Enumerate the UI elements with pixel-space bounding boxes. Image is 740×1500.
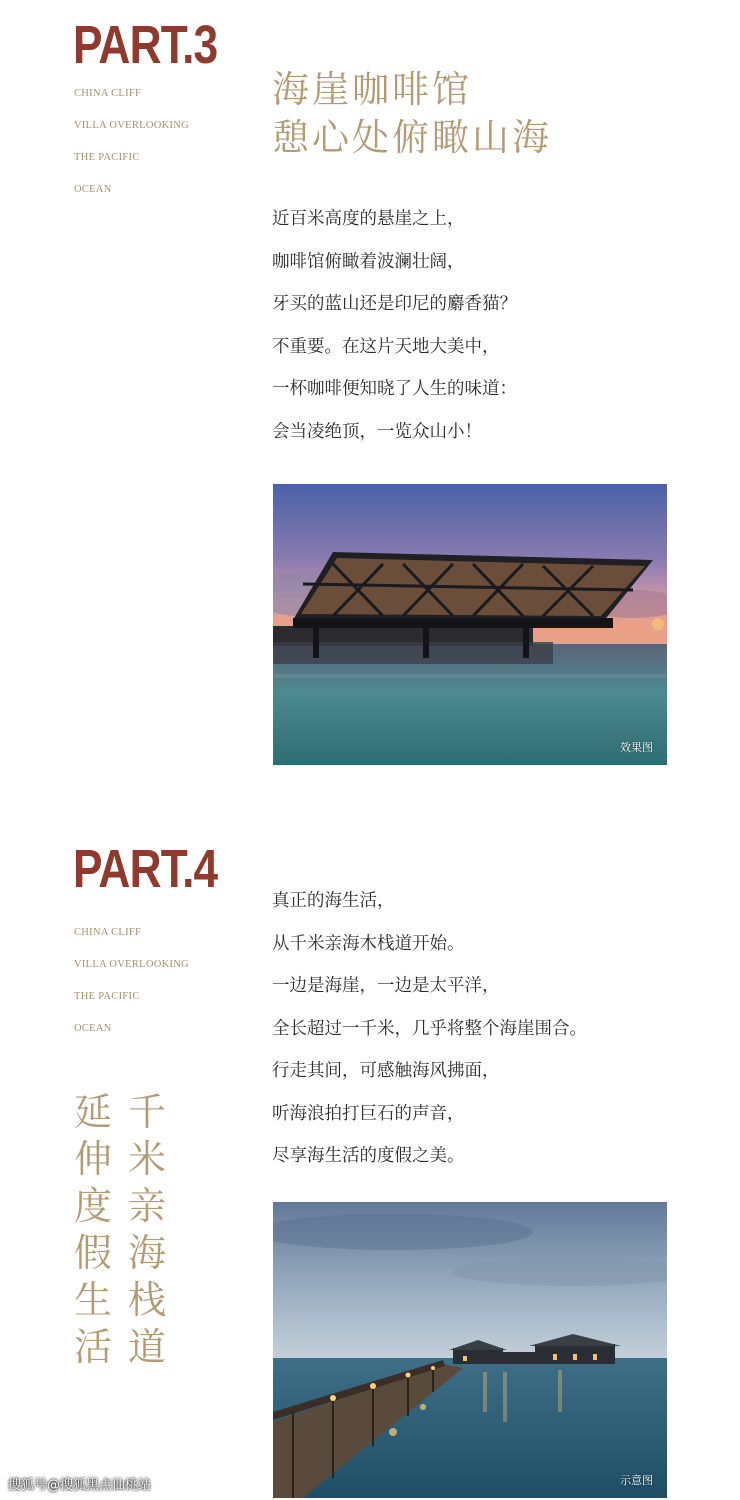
body-line: 会当凌绝顶，一览众山小！ xyxy=(272,421,482,442)
vertical-char: 道 xyxy=(127,1325,166,1369)
sidebar-line: THE PACIFIC xyxy=(74,152,140,163)
body-line: 一杯咖啡便知晓了人生的味道： xyxy=(272,379,517,399)
sidebar-line: CHINA CLIFF xyxy=(74,927,142,938)
vertical-char: 假 xyxy=(73,1231,112,1275)
vertical-char: 海 xyxy=(127,1231,166,1275)
cafe-photo xyxy=(273,484,667,765)
vertical-char: 千 xyxy=(127,1090,166,1134)
body-line: 全长超过一千米，几乎将整个海崖围合。 xyxy=(272,1018,587,1039)
heading-line: 憩心处俯瞰山海 xyxy=(272,116,552,159)
body-line: 近百米高度的悬崖之上， xyxy=(272,209,465,229)
sidebar-line: VILLA OVERLOOKING xyxy=(74,120,190,131)
cafe-photo-illustration xyxy=(273,484,667,765)
vertical-char: 栈 xyxy=(127,1278,166,1322)
body-line: 不重要。在这片天地大美中， xyxy=(272,336,500,357)
body-line: 咖啡馆俯瞰着波澜壮阔， xyxy=(272,251,465,272)
vertical-char: 活 xyxy=(73,1325,112,1369)
part4-body xyxy=(272,880,587,1178)
sidebar-line: OCEAN xyxy=(74,184,112,195)
sidebar-line: CHINA CLIFF xyxy=(74,88,142,99)
image-caption: 效果图 xyxy=(620,741,653,754)
body-line: 一边是海崖，一边是太平洋， xyxy=(272,976,500,996)
vertical-char: 度 xyxy=(73,1184,112,1228)
part3-body xyxy=(272,198,517,453)
body-line: 牙买的蓝山还是印尼的麝香猫？ xyxy=(272,294,517,314)
vertical-title-right xyxy=(122,1089,172,1371)
part3-title: PART.3 xyxy=(73,15,218,75)
part3-sidebar xyxy=(74,78,244,206)
heading-line: 海崖咖啡馆 xyxy=(272,68,472,111)
body-line: 从千米亲海木栈道开始。 xyxy=(272,933,465,954)
part4-sidebar xyxy=(74,917,244,1045)
sidebar-line: VILLA OVERLOOKING xyxy=(74,959,190,970)
sidebar-line: OCEAN xyxy=(74,1023,112,1034)
boardwalk-photo xyxy=(273,1202,667,1498)
image-caption: 示意图 xyxy=(620,1474,653,1487)
part4-title: PART.4 xyxy=(73,839,218,899)
body-line: 行走其间，可感触海风拂面， xyxy=(272,1061,500,1081)
boardwalk-photo-illustration xyxy=(273,1202,667,1498)
vertical-char: 亲 xyxy=(127,1184,166,1228)
body-line: 尽享海生活的度假之美。 xyxy=(272,1146,465,1166)
vertical-char: 伸 xyxy=(73,1137,112,1181)
vertical-char: 延 xyxy=(73,1090,112,1134)
body-line: 听海浪拍打巨石的声音， xyxy=(272,1103,465,1124)
body-line: 真正的海生活， xyxy=(272,891,395,911)
watermark: 搜狐号@搜狐黑点仙桃站 xyxy=(8,1478,152,1493)
vertical-title-left xyxy=(68,1089,118,1371)
part3-heading xyxy=(272,66,552,162)
vertical-char: 米 xyxy=(127,1137,166,1181)
sidebar-line: THE PACIFIC xyxy=(74,991,140,1002)
vertical-char: 生 xyxy=(73,1278,112,1322)
